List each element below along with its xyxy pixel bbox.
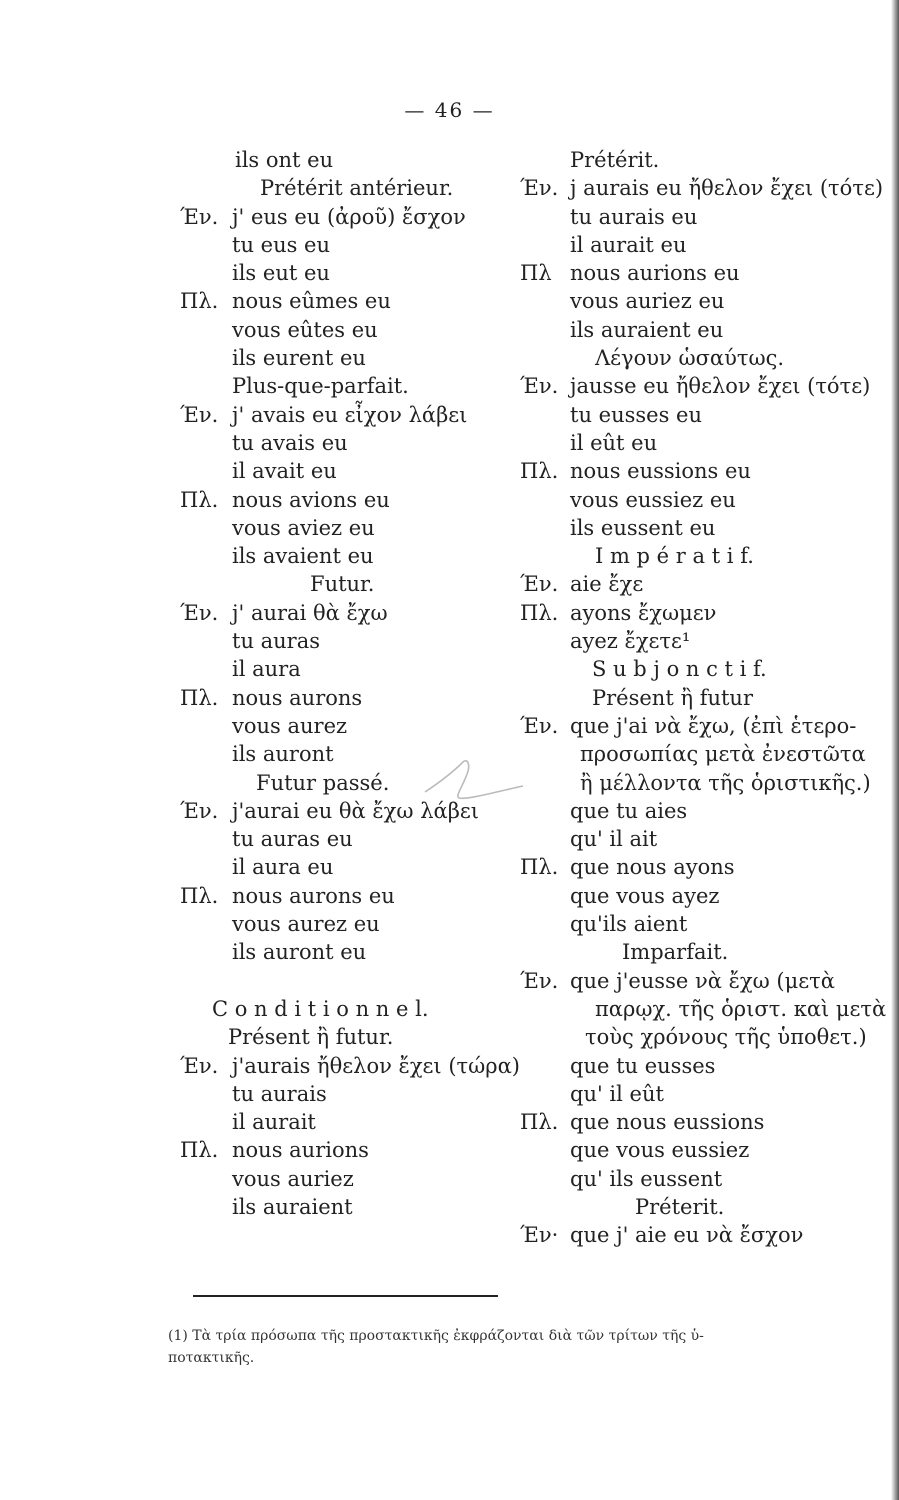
- number-label: Έν·: [520, 1223, 559, 1248]
- number-label: Πλ: [520, 261, 552, 286]
- conjugation-text: tu auras: [232, 629, 321, 654]
- conjugation-text: il aurait eu: [570, 232, 687, 257]
- conjugation-text: j aurais eu ἤθελον ἔχει (τότε): [570, 176, 884, 201]
- conjugation-text: qu' il ait: [570, 827, 658, 852]
- right-line: [520, 146, 890, 174]
- conjugation-text: il aurait: [232, 1110, 316, 1135]
- conjugation-text: vous eussiez eu: [570, 487, 736, 512]
- left-line: [180, 825, 530, 853]
- conjugation-text: que nous ayons: [570, 855, 735, 880]
- page-edge-shadow: [891, 0, 899, 1500]
- right-line: [520, 740, 890, 768]
- conjugation-text: nous avions eu: [232, 487, 390, 512]
- conjugation-text: qu' ils eussent: [570, 1166, 723, 1191]
- number-label: Πλ.: [180, 685, 219, 710]
- footnote-rule: [193, 1295, 498, 1297]
- right-line: [520, 174, 890, 202]
- left-line: [180, 514, 530, 542]
- conjugation-text: Plus-que-parfait.: [232, 374, 409, 399]
- conjugation-text: ils auraient: [232, 1194, 353, 1219]
- left-line: [180, 457, 530, 485]
- conjugation-text: ayons ἔχωμεν: [570, 600, 717, 625]
- conjugation-text: vous auriez eu: [570, 289, 725, 314]
- left-line: [180, 1193, 530, 1221]
- conjugation-text: ils auront: [232, 742, 334, 767]
- left-line: [180, 1023, 530, 1051]
- right-line: [520, 769, 890, 797]
- conjugation-text: tu eusses eu: [570, 402, 702, 427]
- conjugation-text: nous eûmes eu: [232, 289, 391, 314]
- right-line: [520, 1165, 890, 1193]
- left-line: [180, 655, 530, 683]
- left-line: [180, 570, 530, 598]
- right-line: [520, 287, 890, 315]
- right-line: [520, 1023, 890, 1051]
- right-line: [520, 486, 890, 514]
- conjugation-text: que nous eussions: [570, 1110, 765, 1135]
- left-line: [180, 712, 530, 740]
- conjugation-text: Préterit.: [635, 1194, 725, 1219]
- number-label: Έν.: [520, 176, 559, 201]
- conjugation-text: vous auriez: [232, 1166, 354, 1191]
- right-line: [520, 853, 890, 881]
- right-line: [520, 797, 890, 825]
- left-line: [180, 401, 530, 429]
- footnote: [168, 1325, 868, 1369]
- conjugation-text: ils eut eu: [232, 261, 330, 286]
- footnote-line-1: (1) Τὰ τρία πρόσωπα τῆς προστακτικῆς ἐκφράζονται διὰ τῶν τρίτων τῆς ὑ-: [168, 1328, 704, 1344]
- left-line: [180, 429, 530, 457]
- conjugation-text: que j'eusse νὰ ἔχω (μετὰ: [570, 968, 835, 993]
- conjugation-text: vous aurez eu: [232, 912, 380, 937]
- left-line: [180, 853, 530, 881]
- conjugation-text: vous aurez: [232, 713, 348, 738]
- conjugation-text: il eût eu: [570, 430, 658, 455]
- number-label: Έν.: [520, 572, 559, 597]
- left-line: [180, 995, 530, 1023]
- right-line: [520, 1108, 890, 1136]
- right-line: [520, 1080, 890, 1108]
- right-line: [520, 1136, 890, 1164]
- conjugation-text: ἢ μέλλοντα τῆς ὁριστικῆς.): [580, 770, 871, 795]
- right-line: [520, 542, 890, 570]
- conjugation-text: ils avaient eu: [232, 544, 374, 569]
- number-label: Έν.: [180, 204, 219, 229]
- left-line: [180, 684, 530, 712]
- conjugation-text: προσωπίας μετὰ ἐνεστῶτα: [580, 742, 866, 767]
- conjugation-text: que j' aie eu νὰ ἔσχον: [570, 1223, 804, 1248]
- right-line: [520, 910, 890, 938]
- left-line: [180, 1108, 530, 1136]
- number-label: Πλ.: [520, 855, 559, 880]
- left-line: [180, 882, 530, 910]
- conjugation-text: j'aurais ἤθελον ἔχει (τώρα): [232, 1053, 520, 1078]
- left-line: [180, 344, 530, 372]
- conjugation-text: ils auraient eu: [570, 317, 724, 342]
- conjugation-text: nous aurions eu: [570, 261, 740, 286]
- right-line: [520, 1221, 890, 1249]
- conjugation-text: aie ἔχε: [570, 572, 644, 597]
- right-line: [520, 684, 890, 712]
- left-line: [180, 372, 530, 400]
- number-label: Πλ.: [520, 600, 559, 625]
- right-line: [520, 316, 890, 344]
- conjugation-text: tu avais eu: [232, 430, 348, 455]
- right-line: [520, 599, 890, 627]
- conjugation-text: j' eus eu (ἀροῦ) ἔσχον: [232, 204, 466, 229]
- number-label: Έν.: [520, 374, 559, 399]
- left-line: [180, 910, 530, 938]
- number-label: Έν.: [180, 600, 219, 625]
- right-line: [520, 995, 890, 1023]
- conjugation-text: il aura: [232, 657, 301, 682]
- number-label: Έν.: [520, 968, 559, 993]
- conjugation-text: C o n d i t i o n n e l.: [212, 996, 429, 1021]
- conjugation-text: nous eussions eu: [570, 459, 751, 484]
- left-line: [180, 174, 530, 202]
- conjugation-text: Présent ἢ futur: [592, 685, 753, 710]
- right-line: [520, 712, 890, 740]
- right-line: [520, 344, 890, 372]
- right-line: [520, 655, 890, 683]
- left-line: [180, 599, 530, 627]
- left-line: [180, 486, 530, 514]
- left-line: [180, 1052, 530, 1080]
- right-line: [520, 429, 890, 457]
- left-line: [180, 146, 530, 174]
- conjugation-text: ils auront eu: [232, 940, 367, 965]
- right-column: [520, 146, 890, 1250]
- number-label: Πλ.: [180, 289, 219, 314]
- conjugation-text: il avait eu: [232, 459, 337, 484]
- left-line: [180, 542, 530, 570]
- conjugation-text: παρῳχ. τῆς ὁριστ. καὶ μετὰ: [595, 996, 887, 1021]
- conjugation-text: nous aurons: [232, 685, 363, 710]
- conjugation-text: qu'ils aient: [570, 912, 688, 937]
- conjugation-text: que vous ayez: [570, 883, 720, 908]
- number-label: Πλ.: [180, 487, 219, 512]
- number-label: Έν.: [180, 798, 219, 823]
- left-line: [180, 203, 530, 231]
- conjugation-text: tu auras eu: [232, 827, 353, 852]
- conjugation-text: j' avais eu εἶχον λάβει: [232, 402, 468, 427]
- conjugation-text: vous eûtes eu: [232, 317, 378, 342]
- footnote-line-2: ποτακτικῆς.: [168, 1350, 255, 1366]
- left-line: [180, 287, 530, 315]
- left-line: [180, 259, 530, 287]
- right-line: [520, 203, 890, 231]
- conjugation-text: vous aviez eu: [232, 515, 375, 540]
- conjugation-text: Imparfait.: [622, 940, 729, 965]
- number-label: Πλ.: [520, 1110, 559, 1135]
- left-line: [180, 1165, 530, 1193]
- right-line: [520, 514, 890, 542]
- conjugation-text: S u b j o n c t i f.: [592, 657, 767, 682]
- conjugation-text: qu' il eût: [570, 1081, 664, 1106]
- conjugation-text: I m p é r a t i f.: [595, 544, 754, 569]
- right-line: [520, 401, 890, 429]
- conjugation-text: Présent ἢ futur.: [228, 1025, 394, 1050]
- right-line: [520, 627, 890, 655]
- right-line: [520, 259, 890, 287]
- conjugation-text: Futur passé.: [256, 770, 390, 795]
- conjugation-text: Λέγουν ὡσαύτως.: [595, 346, 785, 371]
- conjugation-text: ils eurent eu: [232, 346, 366, 371]
- right-line: [520, 372, 890, 400]
- conjugation-text: tu eus eu: [232, 232, 330, 257]
- right-line: [520, 882, 890, 910]
- conjugation-text: jausse eu ἤθελον ἔχει (τότε): [570, 374, 871, 399]
- page-number: — 46 —: [404, 98, 495, 122]
- number-label: Έν.: [180, 1053, 219, 1078]
- left-column: [180, 146, 530, 1221]
- left-line: [180, 1080, 530, 1108]
- conjugation-text: Futur.: [310, 572, 375, 597]
- right-line: [520, 570, 890, 598]
- conjugation-text: que vous eussiez: [570, 1138, 750, 1163]
- conjugation-text: il aura eu: [232, 855, 334, 880]
- right-line: [520, 967, 890, 995]
- left-line: [180, 1136, 530, 1164]
- conjugation-text: ils eussent eu: [570, 515, 716, 540]
- pencil-scribble-mark: [405, 752, 525, 812]
- number-label: Έν.: [180, 402, 219, 427]
- conjugation-text: τοὺς χρόνους τῆς ὑποθετ.): [585, 1025, 867, 1050]
- conjugation-text: que j'ai νὰ ἔχω, (ἐπὶ ἑτερο-: [570, 713, 857, 738]
- left-line: [180, 231, 530, 259]
- left-line: [180, 938, 530, 966]
- conjugation-text: j' aurai θὰ ἔχω: [232, 600, 388, 625]
- conjugation-text: que tu aies: [570, 798, 688, 823]
- conjugation-text: tu aurais eu: [570, 204, 698, 229]
- left-line: [180, 316, 530, 344]
- conjugation-text: nous aurons eu: [232, 883, 395, 908]
- right-line: [520, 1193, 890, 1221]
- conjugation-text: Prétérit.: [570, 148, 660, 172]
- right-line: [520, 825, 890, 853]
- conjugation-text: tu aurais: [232, 1081, 327, 1106]
- conjugation-text: que tu eusses: [570, 1053, 716, 1078]
- number-label: Έν.: [520, 713, 559, 738]
- number-label: Πλ.: [520, 459, 559, 484]
- conjugation-text: j'aurai eu θὰ ἔχω λάβει: [232, 798, 479, 823]
- right-line: [520, 1052, 890, 1080]
- conjugation-text: ayez ἔχετε¹: [570, 629, 691, 654]
- left-line: [180, 627, 530, 655]
- number-label: Πλ.: [180, 1138, 219, 1163]
- conjugation-text: Prétérit antérieur.: [260, 176, 454, 201]
- conjugation-text: nous aurions: [232, 1138, 369, 1163]
- conjugation-text: ils ont eu: [235, 148, 334, 172]
- right-line: [520, 457, 890, 485]
- left-line: [180, 967, 530, 995]
- number-label: Πλ.: [180, 883, 219, 908]
- right-line: [520, 938, 890, 966]
- right-line: [520, 231, 890, 259]
